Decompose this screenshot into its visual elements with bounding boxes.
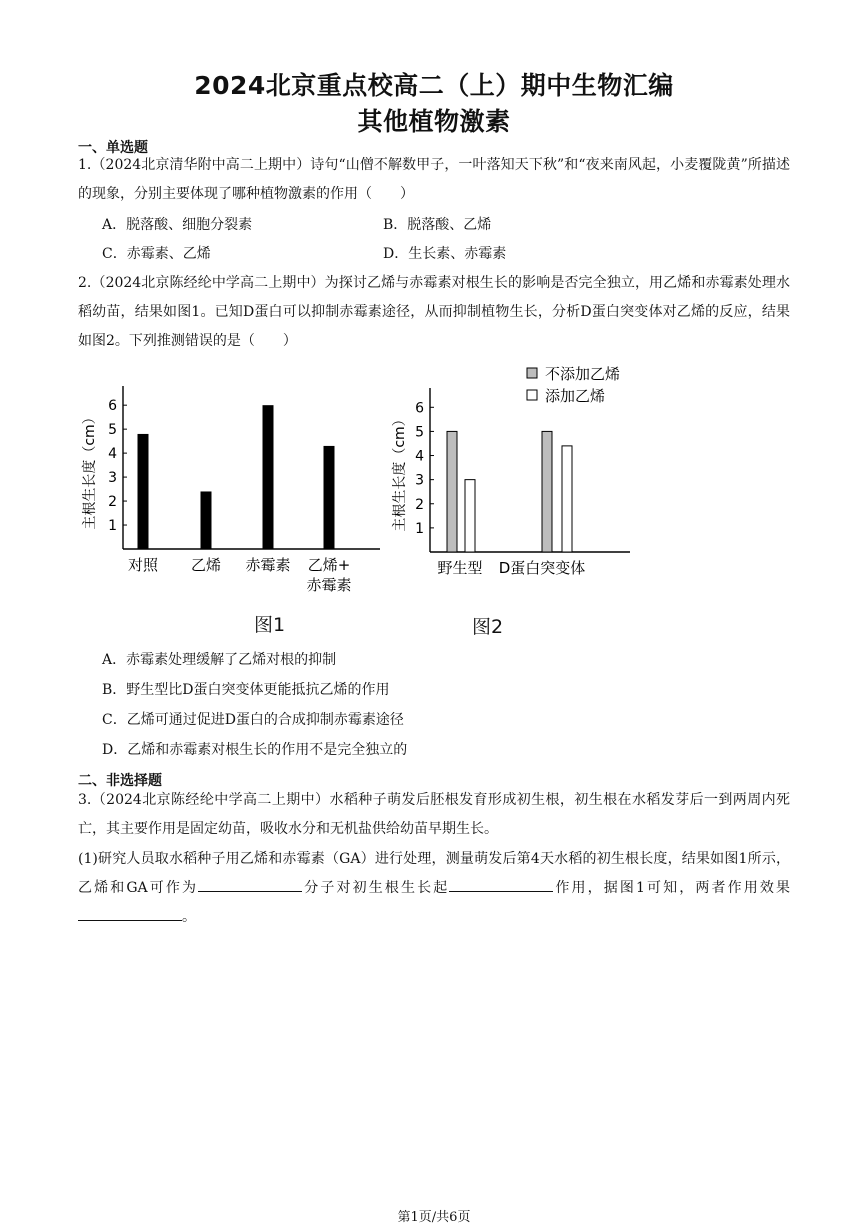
question-3-part-1-text-a: (1)研究人员取水稻种子用乙烯和赤霉素（GA）进行处理，测量萌发后第4天水稻的初生根长度，结果如图1所示，乙烯和GA可作为: [78, 851, 790, 896]
x-tick-label: D蛋白突变体: [498, 559, 586, 577]
y-axis-label: 主根生长度（cm）: [82, 410, 98, 530]
legend-label: 添加乙烯: [545, 387, 606, 405]
figure-1-label: 图1: [254, 614, 286, 636]
bar: [138, 434, 149, 549]
question-2-option-c: C．乙烯可通过促进D蛋白的合成抑制赤霉素途径: [102, 712, 404, 728]
question-2-option-b: B．野生型比D蛋白突变体更能抵抗乙烯的作用: [102, 682, 390, 698]
figure-1-bar-chart: [80, 378, 390, 600]
x-tick-label: 乙烯: [190, 556, 222, 574]
y-tick-label: 5: [108, 422, 117, 439]
question-3-stem: 3.（2024北京陈经纶中学高二上期中）水稻种子萌发后胚根发育形成初生根，初生根在水稻发芽后一到两周内死亡，其主要作用是固定幼苗，吸收水分和无机盐供给幼苗早期生长。: [78, 792, 790, 837]
y-tick-label: 1: [108, 518, 117, 535]
question-2-stem: 2.（2024北京陈经纶中学高二上期中）为探讨乙烯与赤霉素对根生长的影响是否完全独立，用乙烯和赤霉素处理水稻幼苗，结果如图1。已知D蛋白可以抑制赤霉素途径，从而抑制植物生长，分析D蛋白突变体对乙烯的反应，结果如图2。下列推测错误的是（ ）: [78, 275, 790, 349]
page-footer: 第1页/共6页: [397, 1210, 471, 1225]
question-3-part-1-text-b: 分子对初生根生长起: [302, 880, 450, 896]
answer-blank-1[interactable]: [198, 878, 302, 892]
question-1-option-d: D．生长素、赤霉素: [383, 246, 507, 262]
section-heading-non-choice: 二、非选择题: [78, 773, 162, 789]
x-tick-label: 乙烯+: [307, 556, 351, 574]
question-1-option-c: C．赤霉素、乙烯: [102, 246, 211, 262]
legend-label: 不添加乙烯: [545, 365, 621, 383]
question-1-option-b: B．脱落酸、乙烯: [383, 217, 492, 233]
y-axis-label: 主根生长度（cm）: [392, 412, 408, 532]
question-2-option-a: A．赤霉素处理缓解了乙烯对根的抑制: [102, 652, 337, 668]
page-title: 2024北京重点校高二（上）期中生物汇编: [194, 71, 674, 100]
x-tick-label: 赤霉素: [306, 576, 352, 594]
x-tick-label: 野生型: [437, 559, 483, 577]
y-tick-label: 6: [108, 398, 117, 415]
x-tick-label: 赤霉素: [245, 556, 291, 574]
y-tick-label: 2: [108, 494, 117, 511]
y-tick-label: 2: [415, 496, 424, 513]
x-tick-label: 对照: [127, 556, 159, 574]
y-tick-label: 3: [108, 470, 117, 487]
y-tick-label: 3: [415, 472, 424, 489]
question-1-option-a: A．脱落酸、细胞分裂素: [102, 217, 253, 233]
bar: [201, 491, 212, 549]
bar: [542, 431, 552, 552]
question-1-stem: 1.（2024北京清华附中高二上期中）诗句“山僧不解数甲子，一叶落知天下秋”和“夜来南风起，小麦覆陇黄”所描述的现象，分别主要体现了哪种植物激素的作用（ ）: [78, 157, 790, 202]
section-heading-single-choice: 一、单选题: [78, 140, 148, 156]
page-subtitle: 其他植物激素: [357, 107, 511, 136]
legend-swatch: [527, 368, 537, 378]
answer-blank-3[interactable]: [78, 907, 182, 921]
question-3-part-1: [78, 845, 790, 932]
bar: [562, 446, 572, 552]
question-3-part-1-text-c: 作用，据图1可知，两者作用效果: [553, 880, 790, 896]
question-3-part-1-text-d: 。: [182, 909, 196, 925]
legend-swatch: [527, 390, 537, 400]
y-tick-label: 4: [108, 446, 117, 463]
answer-blank-2[interactable]: [449, 878, 553, 892]
y-tick-label: 5: [415, 424, 424, 441]
y-tick-label: 6: [415, 400, 424, 417]
bar: [324, 446, 335, 549]
bar: [263, 405, 274, 549]
figure-2-bar-chart: [390, 360, 640, 582]
question-2-option-d: D．乙烯和赤霉素对根生长的作用不是完全独立的: [102, 742, 408, 758]
y-tick-label: 4: [415, 448, 424, 465]
bar: [447, 431, 457, 552]
bar: [465, 480, 475, 552]
y-tick-label: 1: [415, 520, 424, 537]
figure-2-label: 图2: [472, 616, 504, 638]
